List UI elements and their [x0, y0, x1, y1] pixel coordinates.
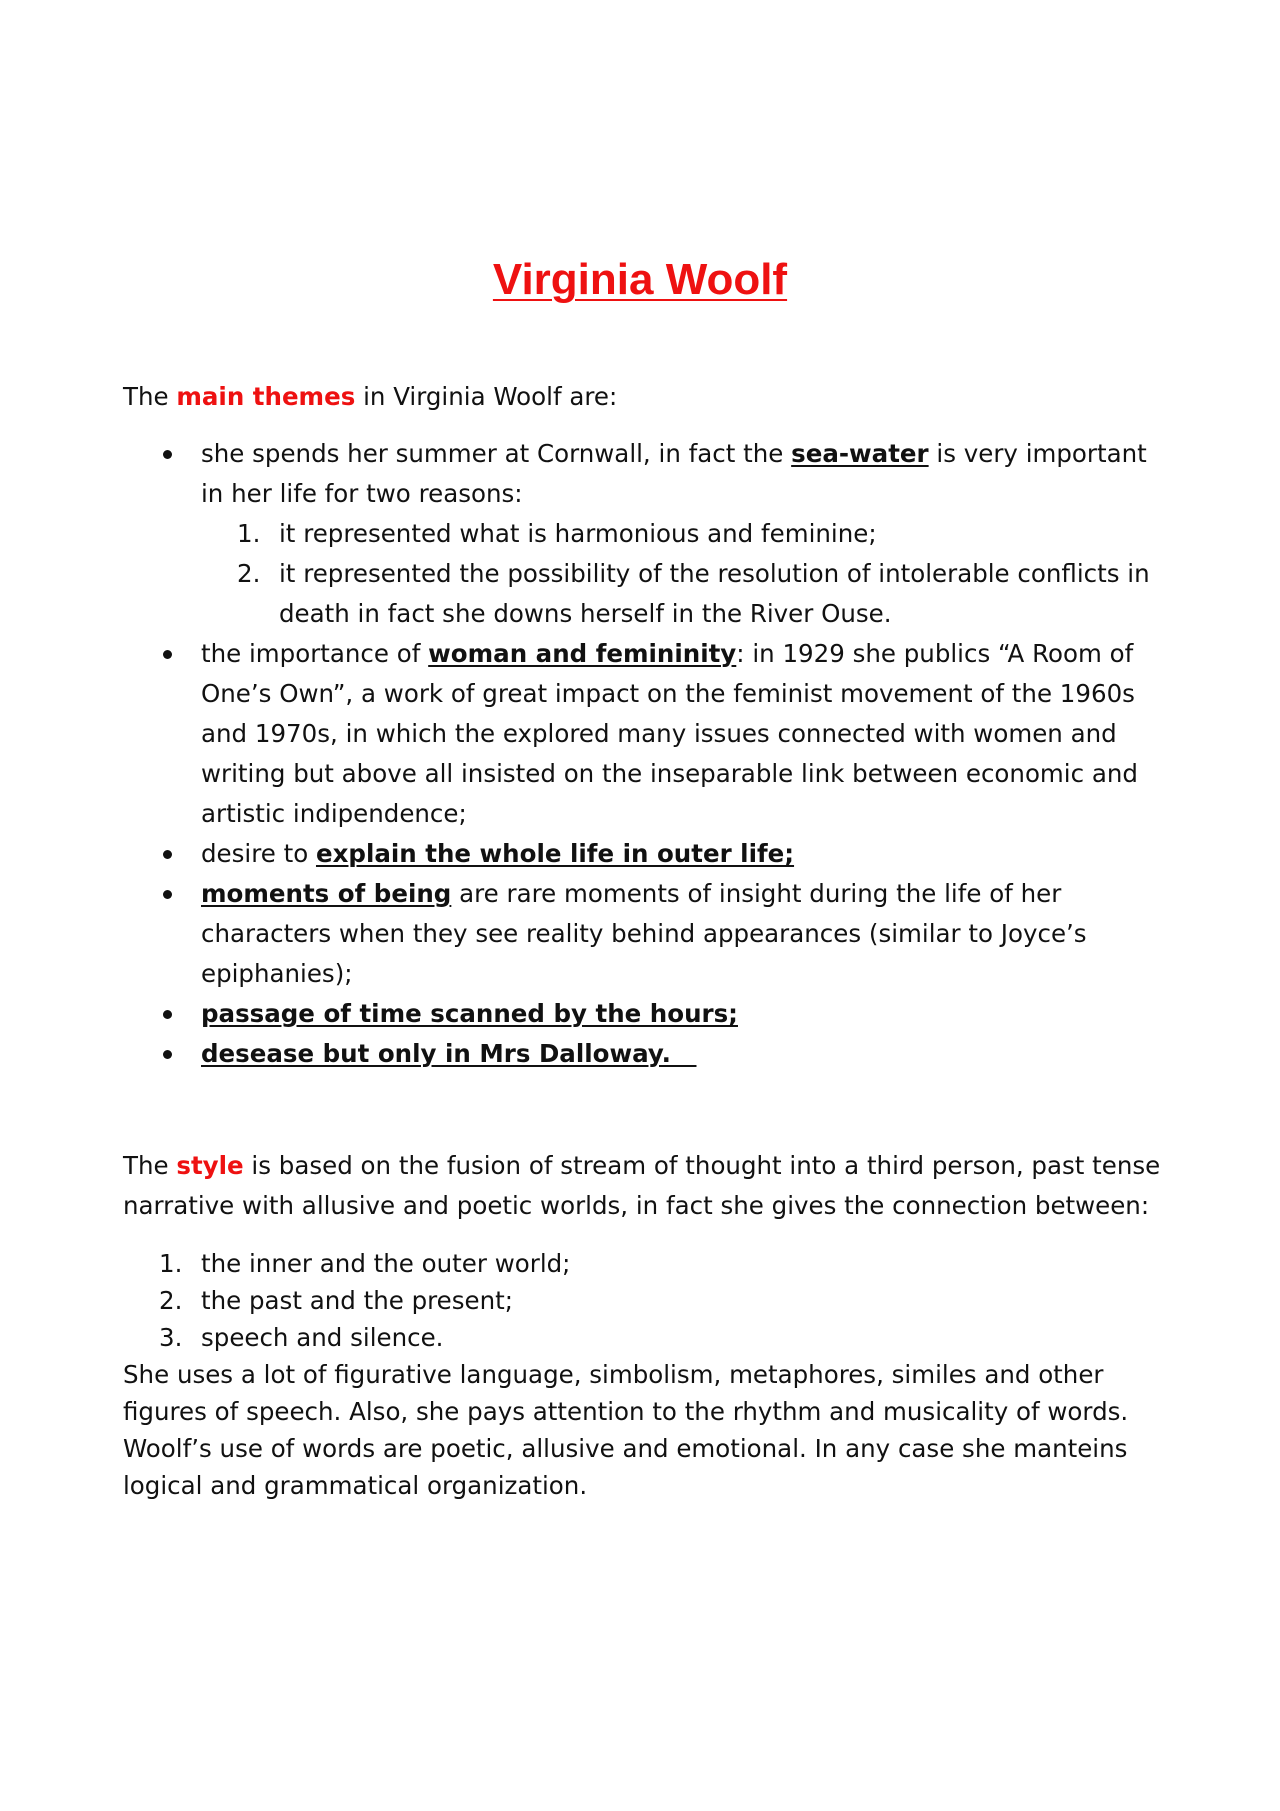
- theme-item-desease: [123, 1034, 1173, 1074]
- intro-text-after: in Virginia Woolf are:: [355, 382, 618, 411]
- theme-item-femininity: [123, 634, 1173, 834]
- theme-item-outer-life: [123, 834, 1173, 874]
- theme-emphasis: woman and femininity: [428, 639, 737, 668]
- themes-intro: [123, 377, 1173, 417]
- connection-text: speech and silence.: [201, 1323, 444, 1352]
- connection-number: 2.: [159, 1286, 183, 1315]
- main-themes-highlight: main themes: [176, 382, 356, 411]
- connection-number: 1.: [159, 1249, 183, 1278]
- theme-emphasis: desease but only in Mrs Dalloway.: [201, 1039, 697, 1068]
- style-text-before: The: [123, 1151, 177, 1180]
- theme-emphasis: moments of being: [201, 879, 452, 908]
- reason-item: [201, 554, 1173, 634]
- connection-item: [123, 1245, 1173, 1282]
- bullet-icon: [163, 1050, 172, 1059]
- connection-number: 3.: [159, 1323, 183, 1352]
- style-intro: [123, 1146, 1173, 1226]
- bullet-icon: [163, 650, 172, 659]
- connection-text: the inner and the outer world;: [201, 1249, 571, 1278]
- theme-emphasis: explain the whole life in outer life;: [315, 839, 795, 868]
- intro-text-before: The: [123, 382, 177, 411]
- reason-text: it represented the possibility of the resolution of intolerable conflicts in death in fact she downs herself in the River Ouse.: [279, 559, 1150, 628]
- bullet-icon: [163, 850, 172, 859]
- theme-text: desire to: [201, 839, 316, 868]
- theme-item-passage-of-time: [123, 994, 1173, 1034]
- connection-item: [123, 1282, 1173, 1319]
- connection-item: [123, 1319, 1173, 1356]
- theme-text: : in 1929 she publics “A Room of One’s Own”, a work of great impact on the feminist movement of the 1960s and 1970s, in which the explored many issues connected with women and writing but above all insisted on the inseparable link between economic and artistic indipendence;: [201, 639, 1138, 828]
- themes-list: [123, 434, 1173, 1074]
- theme-text: is very important in her life for two reasons:: [201, 439, 1147, 508]
- style-text-after: is based on the fusion of stream of thought into a third person, past tense narrative with allusive and poetic worlds, in fact she gives the connection between:: [123, 1151, 1161, 1220]
- style-closing-paragraph: She uses a lot of figurative language, simbolism, metaphores, similes and other figures of speech. Also, she pays attention to the rhythm and musicality of words. Woolf’s use of words are poetic, allusive and emotional. In any case she manteins logical and grammatical organization.: [123, 1360, 1129, 1500]
- bullet-icon: [163, 890, 172, 899]
- theme-emphasis: sea-water: [791, 439, 929, 468]
- style-highlight: style: [176, 1151, 244, 1180]
- reasons-list: [201, 514, 1173, 634]
- reason-number: 1.: [237, 519, 261, 548]
- reason-item: [201, 514, 1173, 554]
- bullet-icon: [163, 450, 172, 459]
- theme-item-sea-water: [123, 434, 1173, 634]
- theme-text: she spends her summer at Cornwall, in fact the: [201, 439, 792, 468]
- reason-text: it represented what is harmonious and feminine;: [279, 519, 877, 548]
- theme-emphasis: passage of time scanned by the hours;: [201, 999, 738, 1028]
- theme-item-moments-of-being: [123, 874, 1173, 994]
- theme-text: the importance of: [201, 639, 429, 668]
- reason-number: 2.: [237, 559, 261, 588]
- bullet-icon: [163, 1010, 172, 1019]
- document-title: Virginia Woolf: [492, 255, 788, 304]
- theme-text: are rare moments of insight during the life of her characters when they see reality behind appearances (similar to Joyce’s epiphanies);: [201, 879, 1087, 988]
- connections-list: [123, 1245, 1173, 1356]
- connection-text: the past and the present;: [201, 1286, 513, 1315]
